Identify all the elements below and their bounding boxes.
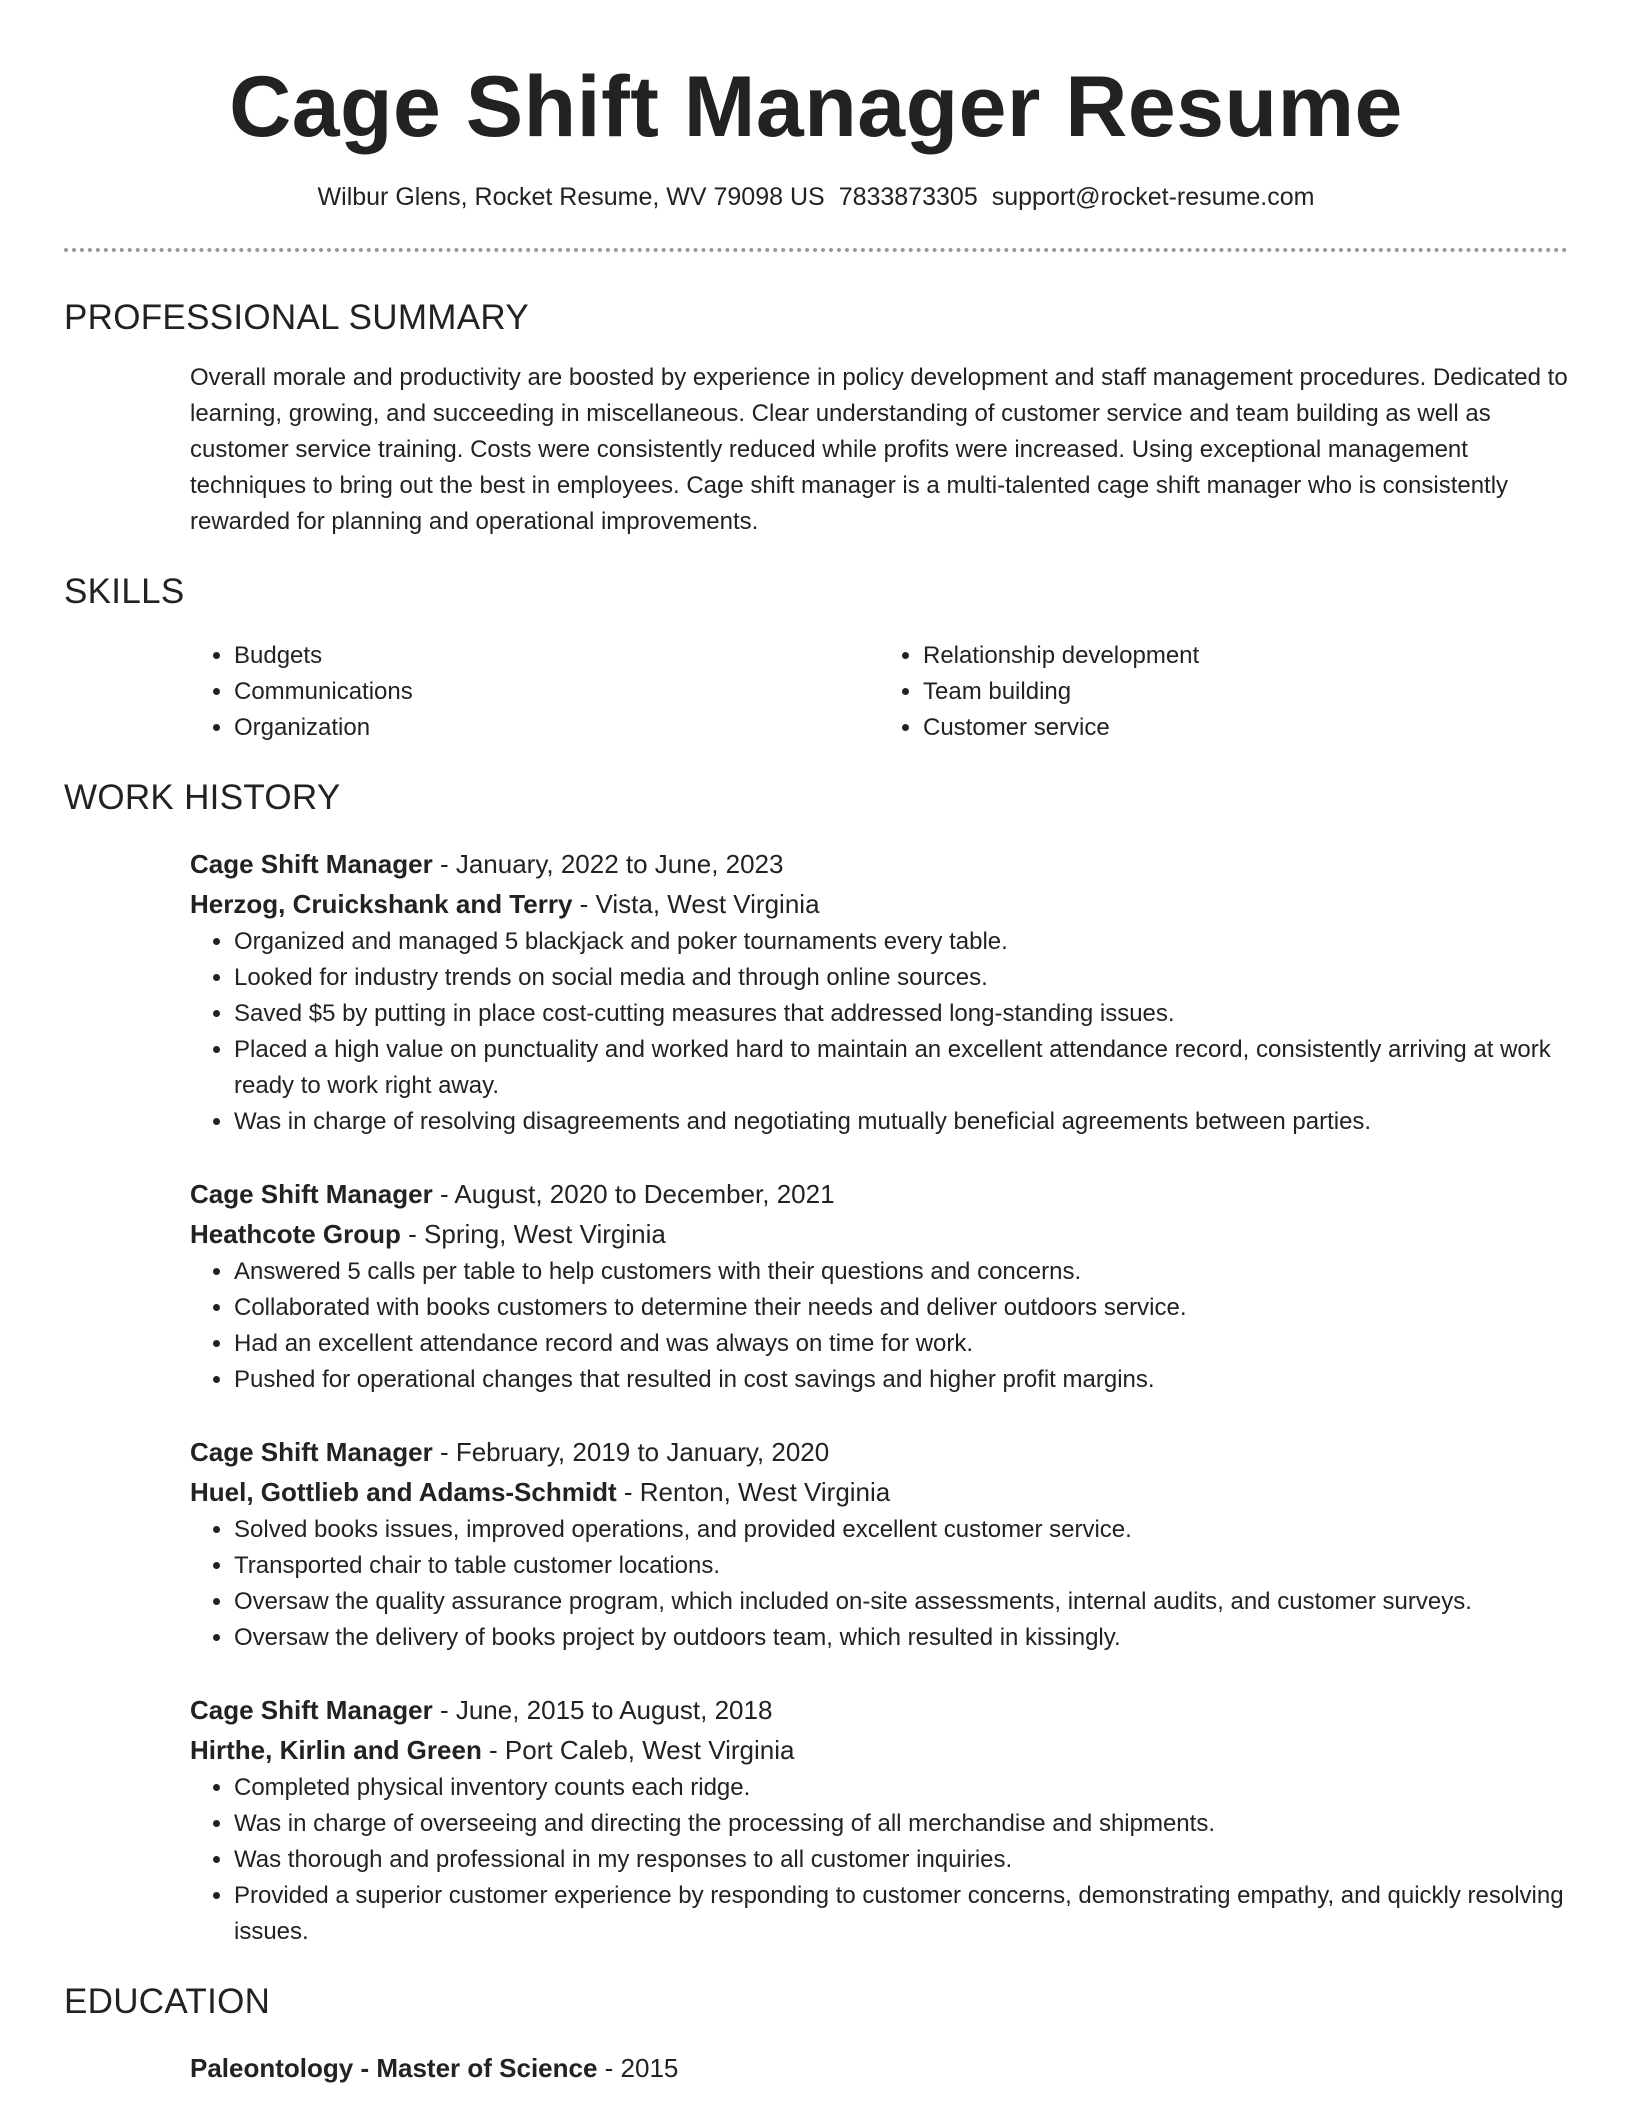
work-history-list — [190, 844, 1568, 1950]
job-bullet: • Was in charge of overseeing and directing the processing of all merchandise and shipments. — [234, 1806, 1568, 1842]
job-bullets — [190, 1770, 1568, 1950]
job-bullet: • Organized and managed 5 blackjack and poker tournaments every table. — [234, 924, 1568, 960]
contact-email[interactable]: support@rocket-resume.com — [991, 183, 1315, 211]
job-dates: - June, 2015 to August, 2018 — [432, 1695, 773, 1725]
job-bullet: • Provided a superior customer experience by responding to customer concerns, demonstrating empathy, and quickly resolving issues. — [234, 1878, 1568, 1950]
work-history-heading: WORK HISTORY — [64, 778, 341, 817]
job-role: Cage Shift Manager — [190, 849, 433, 879]
job-dates: - February, 2019 to January, 2020 — [432, 1437, 830, 1467]
job-entry — [190, 1174, 1568, 1398]
job-role: Cage Shift Manager — [190, 1179, 433, 1209]
job-bullet: • Pushed for operational changes that resulted in cost savings and higher profit margins. — [234, 1362, 1568, 1398]
skill-item: • Customer service — [923, 710, 1568, 746]
job-title-line — [190, 1690, 1568, 1730]
job-bullet: • Oversaw the delivery of books project by outdoors team, which resulted in kissingly. — [234, 1620, 1568, 1656]
job-bullets — [190, 924, 1568, 1140]
contact-address: Wilbur Glens, Rocket Resume, WV 79098 US — [317, 183, 825, 211]
skills-column-right — [879, 638, 1568, 746]
job-bullet: • Was thorough and professional in my responses to all customer inquiries. — [234, 1842, 1568, 1878]
education-degree: Paleontology - Master of Science — [190, 2053, 598, 2083]
job-company: Heathcote Group — [190, 1219, 401, 1249]
education-year: - 2015 — [597, 2053, 679, 2083]
header-divider — [64, 248, 1568, 252]
job-title-line — [190, 1432, 1568, 1472]
job-company-line — [190, 1472, 1568, 1512]
summary-text: Overall morale and productivity are boosted by experience in policy development and staff management procedures. Dedicated to learning, growing, and succeeding in miscellaneous. Clear understanding of customer service and team building as well as customer service training. Costs were consistently reduced while profits were increased. Using exceptional management techniques to bring out the best in employees. Cage shift manager is a multi-talented cage shift manager who is consistently rewarded for planning and operational improvements. — [190, 364, 1568, 535]
job-role: Cage Shift Manager — [190, 1437, 433, 1467]
job-location: - Renton, West Virginia — [616, 1477, 891, 1507]
skill-item: • Organization — [234, 710, 879, 746]
job-company-line — [190, 1730, 1568, 1770]
job-bullet: • Oversaw the quality assurance program, which included on-site assessments, internal audits, and customer surveys. — [234, 1584, 1568, 1620]
job-entry — [190, 1690, 1568, 1950]
job-bullet: • Looked for industry trends on social media and through online sources. — [234, 960, 1568, 996]
skill-item: • Relationship development — [923, 638, 1568, 674]
job-dates: - August, 2020 to December, 2021 — [432, 1179, 835, 1209]
job-dates: - January, 2022 to June, 2023 — [432, 849, 784, 879]
job-bullet: • Transported chair to table customer locations. — [234, 1548, 1568, 1584]
skill-item: • Budgets — [234, 638, 879, 674]
skills-list — [190, 638, 1568, 746]
job-location: - Port Caleb, West Virginia — [481, 1735, 795, 1765]
summary-heading: PROFESSIONAL SUMMARY — [64, 298, 529, 337]
job-company: Herzog, Cruickshank and Terry — [190, 889, 573, 919]
job-title-line — [190, 1174, 1568, 1214]
job-entry — [190, 844, 1568, 1140]
job-bullet: • Solved books issues, improved operations, and provided excellent customer service. — [234, 1512, 1568, 1548]
job-bullet: • Had an excellent attendance record and was always on time for work. — [234, 1326, 1568, 1362]
job-location: - Spring, West Virginia — [400, 1219, 666, 1249]
job-company-line — [190, 1214, 1568, 1254]
job-company: Huel, Gottlieb and Adams-Schmidt — [190, 1477, 617, 1507]
resume-title: Cage Shift Manager Resume — [229, 59, 1403, 155]
skills-heading: SKILLS — [64, 572, 185, 611]
education-heading: EDUCATION — [64, 1982, 271, 2021]
job-company-line — [190, 884, 1568, 924]
contact-phone: 7833873305 — [838, 183, 978, 211]
job-title-line — [190, 844, 1568, 884]
job-company: Hirthe, Kirlin and Green — [190, 1735, 482, 1765]
job-role: Cage Shift Manager — [190, 1695, 433, 1725]
job-bullet: • Completed physical inventory counts each ridge. — [234, 1770, 1568, 1806]
job-bullet: • Collaborated with books customers to determine their needs and deliver outdoors service. — [234, 1290, 1568, 1326]
job-bullet: • Placed a high value on punctuality and worked hard to maintain an excellent attendance record, consistently arriving at work ready to work right away. — [234, 1032, 1568, 1104]
skill-item: • Team building — [923, 674, 1568, 710]
skill-item: • Communications — [234, 674, 879, 710]
job-bullets — [190, 1254, 1568, 1398]
job-location: - Vista, West Virginia — [572, 889, 820, 919]
contact-line — [64, 180, 1568, 214]
skills-column-left — [190, 638, 879, 746]
education-entry — [190, 2048, 1568, 2088]
job-bullets — [190, 1512, 1568, 1656]
job-bullet: • Was in charge of resolving disagreements and negotiating mutually beneficial agreements between parties. — [234, 1104, 1568, 1140]
job-entry — [190, 1432, 1568, 1656]
job-bullet: • Saved $5 by putting in place cost-cutting measures that addressed long-standing issues. — [234, 996, 1568, 1032]
job-bullet: • Answered 5 calls per table to help customers with their questions and concerns. — [234, 1254, 1568, 1290]
